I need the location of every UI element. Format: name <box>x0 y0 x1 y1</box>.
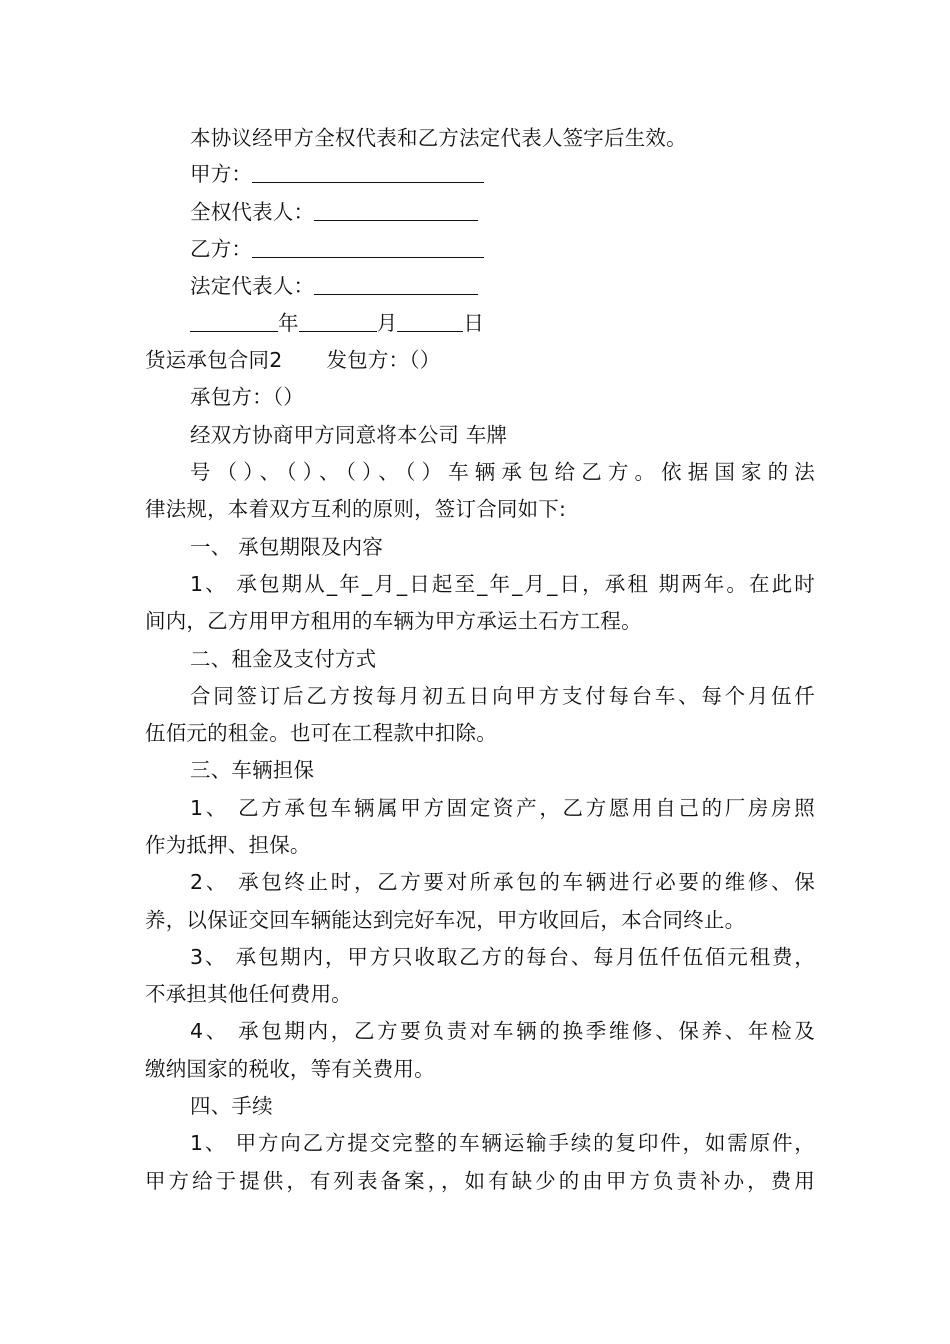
rep-b-signature-line <box>190 272 815 300</box>
section-heading-4: 四、手续 <box>190 1094 273 1118</box>
contract-title-line <box>145 346 815 374</box>
rep-a-label: 全权代表人： <box>190 200 315 224</box>
contractee-line: 承包方：（） <box>190 385 304 409</box>
section-heading-2: 二、租金及支付方式 <box>190 647 377 671</box>
year-label: 年 <box>278 311 299 335</box>
paragraph-line: 缴纳国家的税收，等有关费用。 <box>145 1057 435 1081</box>
paragraph-line: 1、 甲方向乙方提交完整的车辆运输手续的复印件，如需原件， <box>190 1131 815 1155</box>
party-a-blank[interactable] <box>252 162 484 183</box>
paragraph-line: 4、 承包期内，乙方要负责对车辆的换季维修、保养、年检及 <box>190 1019 815 1043</box>
paragraph-line: 号（）、（）、（）、（）车辆承包给乙方。依据国家的法 <box>190 460 815 484</box>
year-blank[interactable] <box>190 311 278 332</box>
section-heading-1: 一、 承包期限及内容 <box>190 535 384 559</box>
contractor-issuer: 发包方：（） <box>326 348 441 372</box>
paragraph-line: 1、 承包期从_年_月_日起至_年_月_日，承租 期两年。在此时 <box>190 572 815 596</box>
party-b-blank[interactable] <box>252 237 484 258</box>
paragraph-line: 养，以保证交回车辆能达到完好车况，甲方收回后，本合同终止。 <box>145 908 746 932</box>
paragraph-line: 不承担其他任何费用。 <box>145 982 352 1006</box>
paragraph-line: 律法规，本着双方互利的原则，签订合同如下: <box>145 497 567 521</box>
party-b-signature-line <box>190 235 815 263</box>
party-a-signature-line <box>190 160 815 188</box>
paragraph-line: 1、 乙方承包车辆属甲方固定资产，乙方愿用自己的厂房房照 <box>190 796 815 820</box>
paragraph-line: 作为抵押、担保。 <box>145 833 311 857</box>
rep-b-label: 法定代表人： <box>190 274 315 298</box>
month-label: 月 <box>376 311 398 335</box>
paragraph-line: 合同签订后乙方按每月初五日向甲方支付每台车、每个月伍仟 <box>190 684 815 708</box>
rep-b-blank[interactable] <box>314 274 478 295</box>
rep-a-blank[interactable] <box>314 200 478 221</box>
date-line <box>190 309 815 337</box>
month-blank[interactable] <box>299 311 377 332</box>
paragraph-line: 2、 承包终止时，乙方要对所承包的车辆进行必要的维修、保 <box>190 870 815 894</box>
paragraph-line: 间内，乙方用甲方租用的车辆为甲方承运土石方工程。 <box>145 609 642 633</box>
day-blank[interactable] <box>397 311 463 332</box>
paragraph-line: 伍佰元的租金。也可在工程款中扣除。 <box>145 721 497 745</box>
effectiveness-clause: 本协议经甲方全权代表和乙方法定代表人签字后生效。 <box>190 126 687 150</box>
party-b-label: 乙方： <box>190 237 253 261</box>
contract-title: 货运承包合同2 <box>145 348 283 372</box>
paragraph-line: 甲方给于提供，有列表备案，，如有缺少的由甲方负责补办，费用 <box>145 1169 815 1193</box>
section-heading-3: 三、车辆担保 <box>190 758 315 782</box>
agreement-intro: 经双方协商甲方同意将本公司 车牌 <box>190 423 508 447</box>
rep-a-signature-line <box>190 198 815 226</box>
paragraph-line: 3、 承包期内，甲方只收取乙方的每台、每月伍仟伍佰元租费， <box>190 945 815 969</box>
day-label: 日 <box>463 311 485 335</box>
party-a-label: 甲方： <box>190 162 253 186</box>
